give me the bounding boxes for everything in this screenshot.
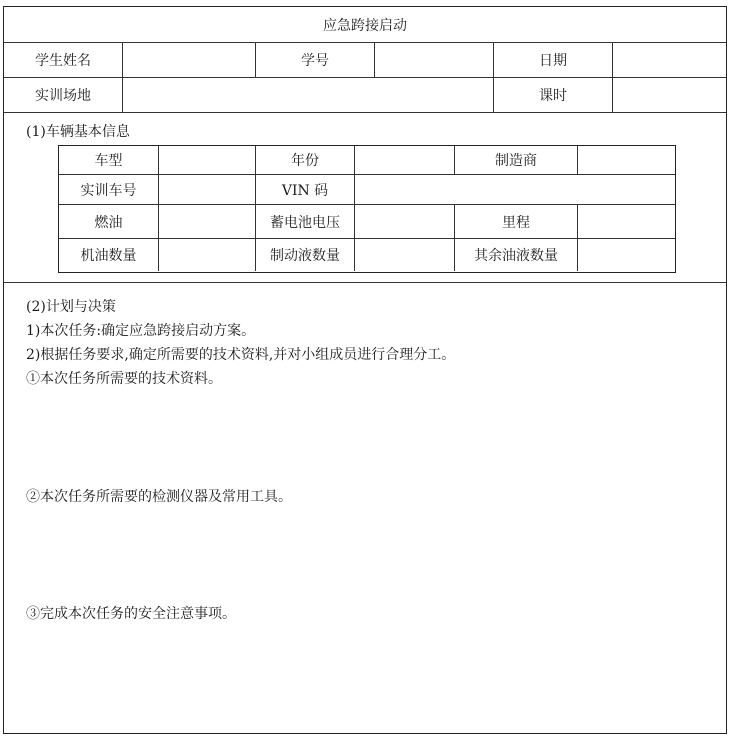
manufacturer-field[interactable] xyxy=(578,146,674,174)
fuel-label: 燃油 xyxy=(94,214,123,231)
year-label: 年份 xyxy=(291,153,319,169)
requirement-line: 2)根据任务要求,确定所需要的技术资料,并对小组成员进行合理分工。 xyxy=(26,347,456,363)
divider xyxy=(4,282,726,283)
safety-item: ③完成本次任务的安全注意事项。 xyxy=(26,606,236,622)
date-label: 日期 xyxy=(539,53,567,69)
section2-heading: (2)计划与决策 xyxy=(26,299,116,315)
tech-docs-item: ①本次任务所需要的技术资料。 xyxy=(26,371,222,387)
training-car-no-field[interactable] xyxy=(159,175,255,204)
other-fluids-label: 其余油液数量 xyxy=(474,248,558,264)
student-name-label: 学生姓名 xyxy=(35,53,91,69)
tools-item: ②本次任务所需要的检测仪器及常用工具。 xyxy=(26,489,292,505)
engine-oil-field[interactable] xyxy=(159,239,255,271)
worksheet-frame xyxy=(3,6,727,734)
student-name-field[interactable] xyxy=(123,43,255,77)
worksheet-title: 应急跨接启动 xyxy=(323,17,407,34)
model-label: 车型 xyxy=(94,153,123,169)
section1-heading: (1)车辆基本信息 xyxy=(26,124,130,140)
brake-fluid-label: 制动液数量 xyxy=(270,248,340,264)
vin-label: VIN 码 xyxy=(281,182,329,199)
student-id-label: 学号 xyxy=(301,53,329,69)
venue-label: 实训场地 xyxy=(35,88,91,104)
vin-field[interactable] xyxy=(355,175,674,204)
divider xyxy=(4,112,726,113)
student-id-field[interactable] xyxy=(375,43,493,77)
brake-fluid-field[interactable] xyxy=(355,239,454,271)
class-hours-label: 课时 xyxy=(539,88,567,104)
venue-field[interactable] xyxy=(123,78,493,112)
task-line: 1)本次任务:确定应急跨接启动方案。 xyxy=(26,323,256,339)
manufacturer-label: 制造商 xyxy=(495,153,537,169)
model-field[interactable] xyxy=(159,146,255,174)
battery-voltage-label: 蓄电池电压 xyxy=(270,214,340,231)
training-car-no-label: 实训车号 xyxy=(80,182,137,199)
class-hours-field[interactable] xyxy=(613,78,726,112)
engine-oil-label: 机油数量 xyxy=(80,248,137,264)
year-field[interactable] xyxy=(355,146,454,174)
mileage-field[interactable] xyxy=(578,205,674,238)
battery-voltage-field[interactable] xyxy=(355,205,454,238)
fuel-field[interactable] xyxy=(159,205,255,238)
other-fluids-field[interactable] xyxy=(578,239,674,271)
date-field[interactable] xyxy=(613,43,726,77)
vehicle-info-table xyxy=(58,145,676,273)
mileage-label: 里程 xyxy=(502,214,530,231)
